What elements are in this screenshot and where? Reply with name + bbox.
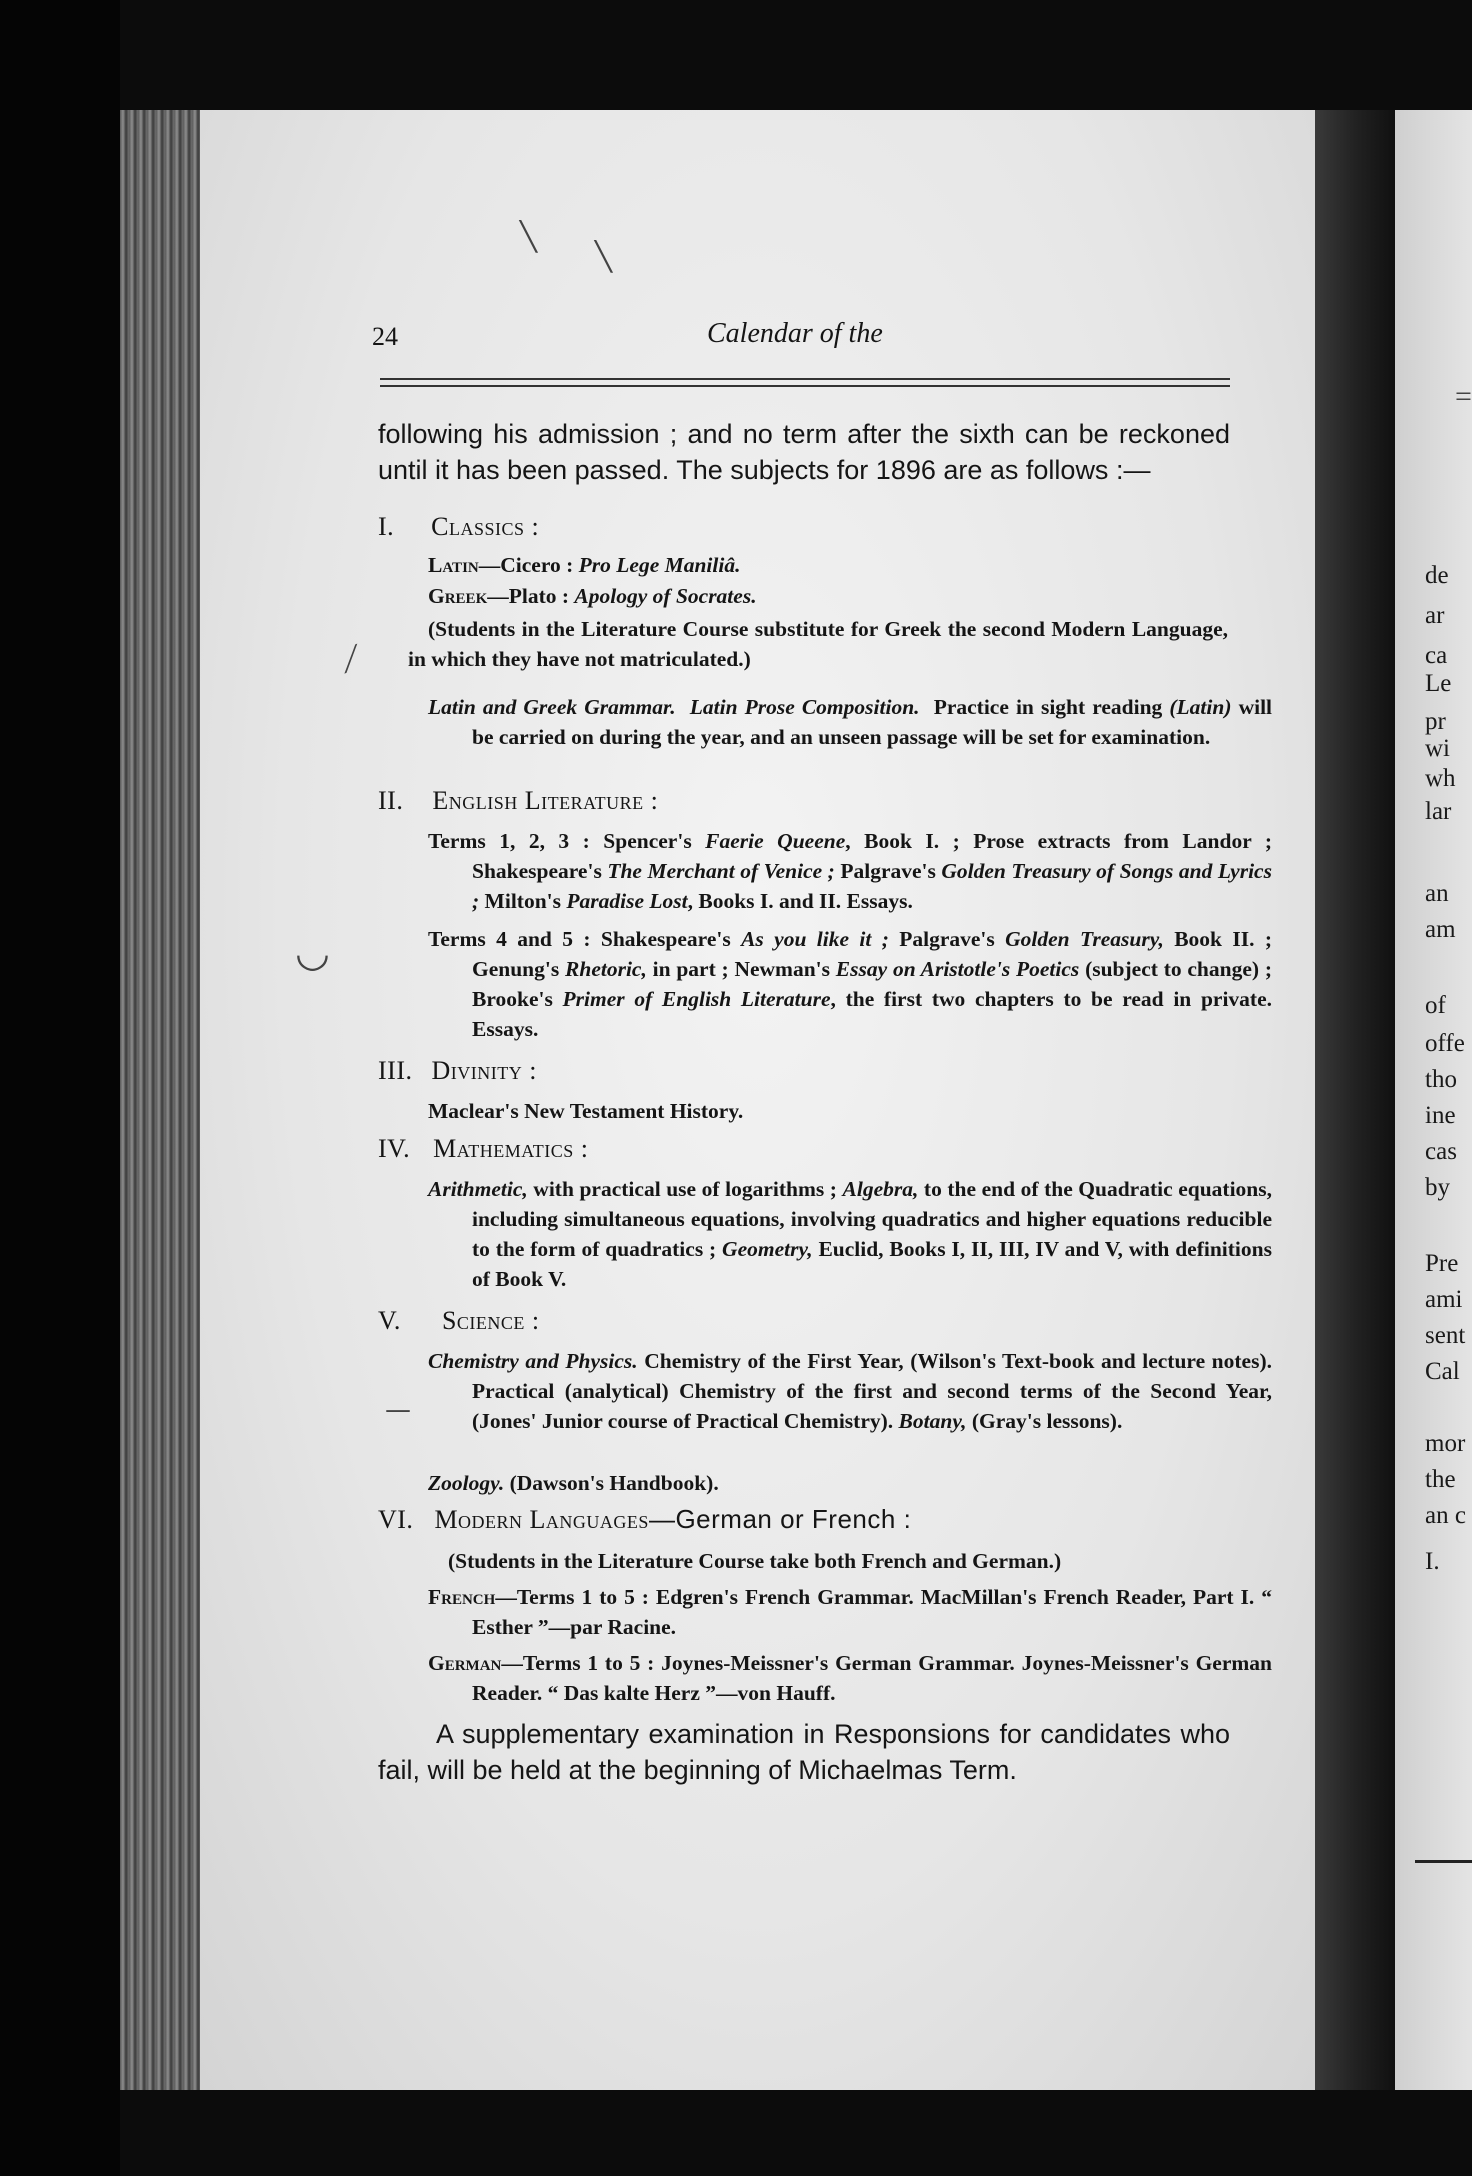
t2-e: Book II. ; Genung's bbox=[472, 927, 1272, 981]
adjacent-fragment: de bbox=[1425, 562, 1449, 589]
page-number: 24 bbox=[372, 322, 398, 351]
latin-author: —Cicero : bbox=[478, 553, 579, 577]
divinity-text bbox=[428, 1096, 1228, 1126]
running-title: Calendar of the bbox=[707, 318, 883, 349]
t2-a: Terms 4 and 5 : Shakespeare's bbox=[428, 927, 742, 951]
science-b: Chemistry of the First Year, (Wilson's Text-book and lecture notes). Practical (analytical) Chemistry of the first and second terms of the Second Year, (Jones' Junior course of Practical Chemistry). bbox=[472, 1349, 1272, 1433]
math-c: Algebra, bbox=[842, 1177, 919, 1201]
section-heading-classics bbox=[378, 512, 539, 542]
t1-g: Milton's bbox=[479, 889, 567, 913]
grammar-d: (Latin) bbox=[1169, 695, 1232, 719]
adjacent-fragment: wh bbox=[1425, 765, 1456, 792]
t1-d: The Merchant of Venice ; bbox=[607, 859, 835, 883]
greek-author: —Plato : bbox=[487, 584, 575, 608]
section-title: Divinity : bbox=[431, 1056, 537, 1085]
math-d: to the end of the Quadratic equations, including simultaneous equations, involving quadratics and higher equations reducible to the form of quadratics ; bbox=[472, 1177, 1272, 1261]
t1-i: , Books I. and II. Essays. bbox=[687, 889, 913, 913]
math-e: Geometry, bbox=[722, 1237, 813, 1261]
latin-line bbox=[428, 550, 1228, 580]
science-paragraph bbox=[428, 1346, 1272, 1436]
classics-note-text: (Students in the Literature Course substitute for Greek the second Modern Language, in which they have not matriculated.) bbox=[408, 617, 1228, 671]
grammar-b: Latin Prose Composition. bbox=[689, 695, 920, 719]
section-numeral: V. bbox=[378, 1306, 401, 1335]
pencil-curve-mark: ◡ bbox=[295, 930, 330, 976]
header-rule bbox=[380, 378, 1230, 380]
adjacent-fragment: lar bbox=[1425, 798, 1452, 825]
grammar-e: will be carried on during the year, and an unseen passage will be set for examination. bbox=[472, 695, 1273, 749]
t1-e: Palgrave's bbox=[834, 859, 942, 883]
t2-g: in part ; Newman's bbox=[646, 957, 836, 981]
adjacent-fragment: ca bbox=[1425, 642, 1448, 669]
adjacent-fragment: of bbox=[1425, 992, 1446, 1019]
german-text: —Terms 1 to 5 : Joynes-Meissner's German Grammar. Joynes-Meissner's German Reader. “ Das kalte Herz ”—von Hauff. bbox=[472, 1651, 1272, 1705]
grammar-c: Practice in sight reading bbox=[933, 695, 1170, 719]
section-heading-mathematics bbox=[378, 1134, 588, 1164]
grammar-a: Latin and Greek Grammar. bbox=[428, 695, 676, 719]
t2-f: Rhetoric, bbox=[565, 957, 647, 981]
greek-label: Greek bbox=[428, 584, 488, 608]
zoology-text: (Dawson's Handbook). bbox=[504, 1471, 719, 1495]
section-heading-english bbox=[378, 786, 658, 816]
section-heading-divinity bbox=[378, 1056, 537, 1086]
math-f: Euclid, Books I, II, III, IV and V, with definitions of Book V. bbox=[472, 1237, 1272, 1291]
closing-paragraph bbox=[378, 1716, 1230, 1788]
grammar-paragraph bbox=[428, 692, 1272, 752]
pencil-dash-mark: — bbox=[385, 1395, 411, 1425]
adjacent-fragment: Le bbox=[1425, 670, 1452, 697]
section-numeral: VI. bbox=[378, 1505, 414, 1534]
section-heading-modern-languages bbox=[378, 1504, 911, 1535]
t2-j: Primer of English Literature bbox=[562, 987, 831, 1011]
zoology-line bbox=[428, 1468, 1228, 1498]
adjacent-fragment: an bbox=[1425, 880, 1449, 907]
t2-h: Essay on Aristotle's Poetics bbox=[835, 957, 1080, 981]
french-text: —Terms 1 to 5 : Edgren's French Grammar. MacMillan's French Reader, Part I. “ Esther ”—par Racine. bbox=[472, 1585, 1272, 1639]
math-b: with practical use of logarithms ; bbox=[527, 1177, 843, 1201]
adjacent-fragment: ami bbox=[1425, 1286, 1463, 1313]
t2-k: , the first two chapters to be read in private. Essays. bbox=[472, 987, 1272, 1041]
pencil-mark: ╲ bbox=[520, 220, 537, 253]
french-label: French bbox=[428, 1585, 496, 1609]
t1-a: Terms 1, 2, 3 : Spencer's bbox=[428, 829, 706, 853]
science-c: Botany, bbox=[898, 1409, 967, 1433]
divinity-text-content: Maclear's New Testament History. bbox=[428, 1099, 744, 1123]
section-title: Classics : bbox=[431, 512, 540, 541]
adjacent-fragment: offe bbox=[1425, 1030, 1465, 1057]
adjacent-fragment: pr bbox=[1425, 708, 1446, 735]
adjacent-fragment: = bbox=[1455, 380, 1472, 413]
english-terms-4-5 bbox=[428, 924, 1272, 1044]
adjacent-fragment: I. bbox=[1425, 1548, 1440, 1575]
t1-b: Faerie Queene bbox=[705, 829, 846, 853]
adjacent-fragment: the bbox=[1425, 1466, 1456, 1493]
t1-f: Golden Treasury of Songs and Lyrics ; bbox=[472, 859, 1272, 913]
science-a: Chemistry and Physics. bbox=[428, 1349, 638, 1373]
t2-b: As you like it ; bbox=[741, 927, 889, 951]
book-gutter bbox=[1315, 110, 1395, 2090]
scan-dark-margin bbox=[0, 0, 120, 2176]
adjacent-fragment: ar bbox=[1425, 602, 1445, 629]
t1-h: Paradise Lost bbox=[566, 889, 688, 913]
t1-c: , Book I. ; Prose extracts from Landor ; Shakespeare's bbox=[472, 829, 1272, 883]
adjacent-fragment: tho bbox=[1425, 1066, 1457, 1093]
t2-i: (subject to change) ; Brooke's bbox=[472, 957, 1272, 1011]
running-head bbox=[372, 318, 1232, 362]
section-subtitle: —German or French : bbox=[648, 1504, 912, 1534]
latin-label: Latin bbox=[428, 553, 479, 577]
adjacent-fragment: sent bbox=[1425, 1322, 1466, 1349]
adjacent-fragment: Cal bbox=[1425, 1358, 1460, 1385]
adjacent-fragment: by bbox=[1425, 1174, 1450, 1201]
french-paragraph bbox=[428, 1582, 1272, 1642]
languages-note bbox=[448, 1546, 1228, 1576]
german-label: German bbox=[428, 1651, 502, 1675]
t2-d: Golden Treasury, bbox=[1005, 927, 1164, 951]
greek-work: Apology of Socrates. bbox=[574, 584, 757, 608]
section-heading-science bbox=[378, 1306, 540, 1336]
intro-text: following his admission ; and no term after the sixth can be reckoned until it has been passed. The subjects for 1896 are as follows :— bbox=[378, 419, 1230, 485]
adjacent-fragment: mor bbox=[1425, 1430, 1466, 1457]
closing-text: A supplementary examination in Responsions for candidates who fail, will be held at the beginning of Michaelmas Term. bbox=[378, 1719, 1230, 1785]
german-paragraph bbox=[428, 1648, 1272, 1708]
pencil-bracket-mark: ⟋ bbox=[334, 637, 369, 681]
t2-c: Palgrave's bbox=[888, 927, 1006, 951]
section-title: Mathematics : bbox=[433, 1134, 589, 1163]
section-numeral: I. bbox=[378, 512, 395, 541]
section-numeral: III. bbox=[378, 1056, 413, 1085]
section-title: Science : bbox=[441, 1306, 540, 1335]
adjacent-fragment: Pre bbox=[1425, 1250, 1459, 1277]
header-rule bbox=[380, 385, 1230, 387]
adjacent-fragment: cas bbox=[1425, 1138, 1457, 1165]
section-numeral: IV. bbox=[378, 1134, 411, 1163]
latin-work: Pro Lege Maniliâ. bbox=[578, 553, 741, 577]
section-title: English Literature : bbox=[432, 786, 659, 815]
adjacent-page bbox=[1395, 110, 1472, 2090]
classics-note bbox=[408, 614, 1228, 674]
zoology-label: Zoology. bbox=[428, 1471, 505, 1495]
adjacent-fragment: am bbox=[1425, 916, 1456, 943]
english-terms-1-3 bbox=[428, 826, 1272, 916]
section-numeral: II. bbox=[378, 786, 404, 815]
pencil-mark: ╲ bbox=[595, 240, 612, 273]
adjacent-fragment: ine bbox=[1425, 1102, 1456, 1129]
science-d: (Gray's lessons). bbox=[966, 1409, 1123, 1433]
intro-paragraph bbox=[378, 416, 1230, 488]
book-page-edges bbox=[120, 110, 200, 2090]
greek-line bbox=[428, 581, 1228, 611]
mathematics-paragraph bbox=[428, 1174, 1272, 1294]
section-title: Modern Languages bbox=[434, 1505, 649, 1534]
adjacent-rule bbox=[1415, 1860, 1472, 1863]
adjacent-fragment: an c bbox=[1425, 1502, 1466, 1529]
math-a: Arithmetic, bbox=[428, 1177, 528, 1201]
languages-note-text: (Students in the Literature Course take both French and German.) bbox=[448, 1549, 1062, 1573]
adjacent-fragment: wi bbox=[1425, 735, 1450, 762]
